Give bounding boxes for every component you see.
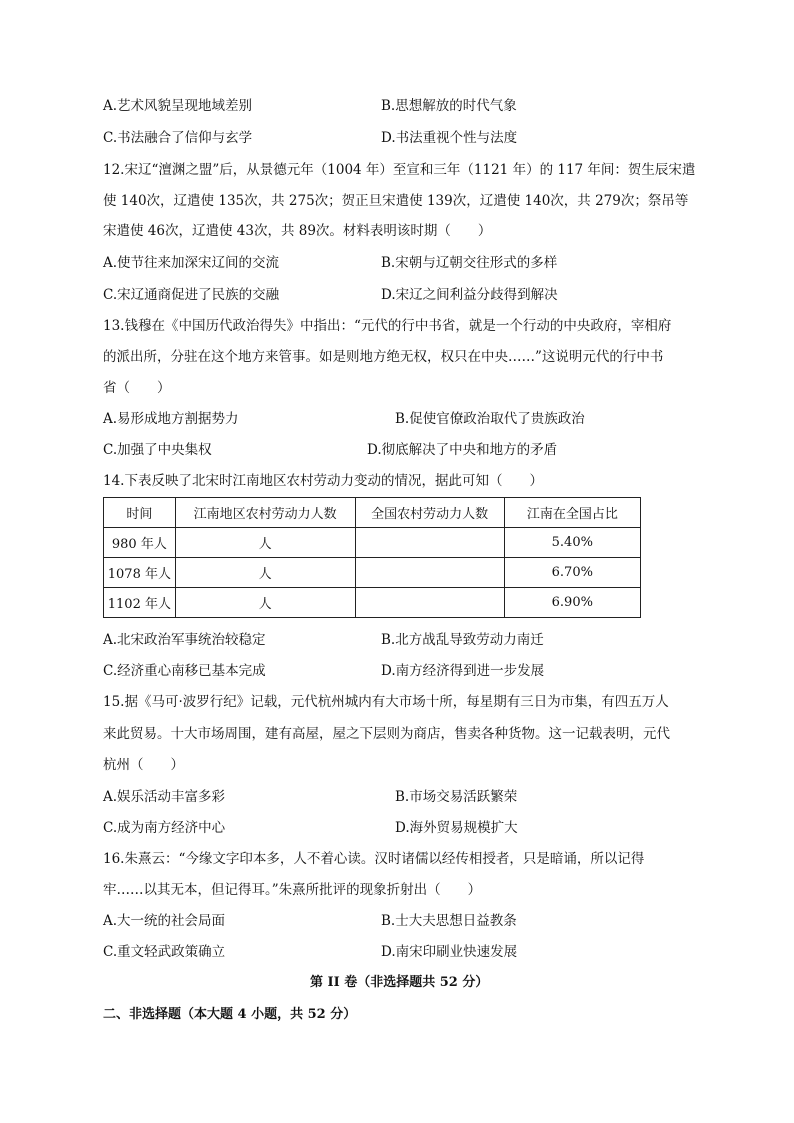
q15-option-b: B.市场交易活跃繁荣: [395, 789, 518, 805]
q15-stem-line-1: 15.据《马可·波罗行纪》记载，元代杭州城内有大市场十所，每星期有三日为市集，有四五万人: [103, 694, 669, 710]
table-cell: 1102 年人: [104, 588, 176, 618]
q13-stem-line-2: 的派出所，分驻在这个地方来管事。如是则地方绝无权，权只在中央……”这说明元代的行中书: [103, 349, 664, 365]
q13-stem-line-3: 省（ ）: [103, 380, 171, 396]
labor-table: [103, 497, 641, 618]
table-cell: 人: [175, 588, 355, 618]
q15-stem-line-2: 来此贸易。十大市场周围，建有高屋，屋之下层则为商店，售卖各种货物。这一记载表明，元代: [103, 726, 670, 742]
q12-option-c: C.宋辽通商促进了民族的交融: [103, 287, 280, 303]
table-header-cell: 江南地区农村劳动力人数: [175, 498, 355, 528]
q12-stem-line-3: 宋遣使 46次，辽遣使 43次，共 89次。材料表明该时期（ ）: [103, 223, 492, 239]
section-title: 第 II 卷（非选择题共 52 分）: [310, 975, 489, 990]
table-cell: 1078 年人: [104, 558, 176, 588]
q12-stem-line-2: 使 140次，辽遣使 135次，共 275次；贺正旦宋遣使 139次，辽遣使 140次，共 279次；祭吊等: [103, 193, 689, 209]
table-cell: [355, 528, 504, 558]
q15-option-a: A.娱乐活动丰富多彩: [103, 789, 226, 805]
q12-option-d: D.宋辽之间利益分歧得到解决: [381, 287, 558, 303]
q14-option-b: B.北方战乱导致劳动力南迁: [381, 632, 544, 648]
q14-stem: 14.下表反映了北宋时江南地区农村劳动力变动的情况，据此可知（ ）: [103, 473, 543, 489]
q16-option-d: D.南宋印刷业快速发展: [381, 944, 518, 960]
table-header-cell: 江南在全国占比: [504, 498, 640, 528]
q13-option-d: D.彻底解决了中央和地方的矛盾: [367, 442, 558, 458]
table-row: [104, 588, 641, 618]
q14-option-c: C.经济重心南移已基本完成: [103, 663, 266, 679]
q15-option-c: C.成为南方经济中心: [103, 820, 226, 836]
q16-option-b: B.士大夫思想日益教条: [381, 913, 517, 929]
q15-stem-line-3: 杭州（ ）: [103, 757, 184, 773]
q14-option-d: D.南方经济得到进一步发展: [381, 663, 545, 679]
q11-option-c: C.书法融合了信仰与玄学: [103, 130, 253, 146]
q12-option-b: B.宋朝与辽朝交往形式的多样: [381, 255, 558, 271]
q13-option-a: A.易形成地方割据势力: [103, 411, 239, 427]
table-header-row: [104, 498, 641, 528]
table-cell: [355, 558, 504, 588]
q11-option-a: A.艺术风貌呈现地域差别: [103, 98, 253, 114]
q15-option-d: D.海外贸易规模扩大: [395, 820, 518, 836]
part-title: 二、非选择题（本大题 4 小题，共 52 分）: [103, 1007, 357, 1022]
q13-option-b: B.促使官僚政治取代了贵族政治: [395, 411, 585, 427]
table-header-cell: 全国农村劳动力人数: [355, 498, 504, 528]
table-row: [104, 528, 641, 558]
q11-option-b: B.思想解放的时代气象: [381, 98, 517, 114]
q12-stem-line-1: 12.宋辽“澶渊之盟”后，从景德元年（1004 年）至宣和三年（1121 年）的 117 年间：贺生辰宋遣: [103, 162, 696, 178]
q13-option-c: C.加强了中央集权: [103, 442, 212, 458]
table-cell: 6.70%: [504, 558, 640, 588]
table-cell: 980 年人: [104, 528, 176, 558]
table-cell: 6.90%: [504, 588, 640, 618]
q13-stem-line-1: 13.钱穆在《中国历代政治得失》中指出：“元代的行中书省，就是一个行动的中央政府，宰相府: [103, 318, 672, 334]
q14-option-a: A.北宋政治军事统治较稳定: [103, 632, 266, 648]
q11-option-d: D.书法重视个性与法度: [381, 130, 518, 146]
q16-option-c: C.重文轻武政策确立: [103, 944, 226, 960]
table-cell: 5.40%: [504, 528, 640, 558]
q12-option-a: A.使节往来加深宋辽间的交流: [103, 255, 280, 271]
q16-stem-line-2: 牢……以其无本，但记得耳。”朱熹所批评的现象折射出（ ）: [103, 882, 482, 898]
table-cell: 人: [175, 528, 355, 558]
table-cell: [355, 588, 504, 618]
table-row: [104, 558, 641, 588]
q16-option-a: A.大一统的社会局面: [103, 913, 226, 929]
q16-stem-line-1: 16.朱熹云：“今缘文字印本多，人不着心读。汉时诸儒以经传相授者，只是暗诵，所以记得: [103, 851, 645, 867]
table-cell: 人: [175, 558, 355, 588]
table-header-cell: 时间: [104, 498, 176, 528]
